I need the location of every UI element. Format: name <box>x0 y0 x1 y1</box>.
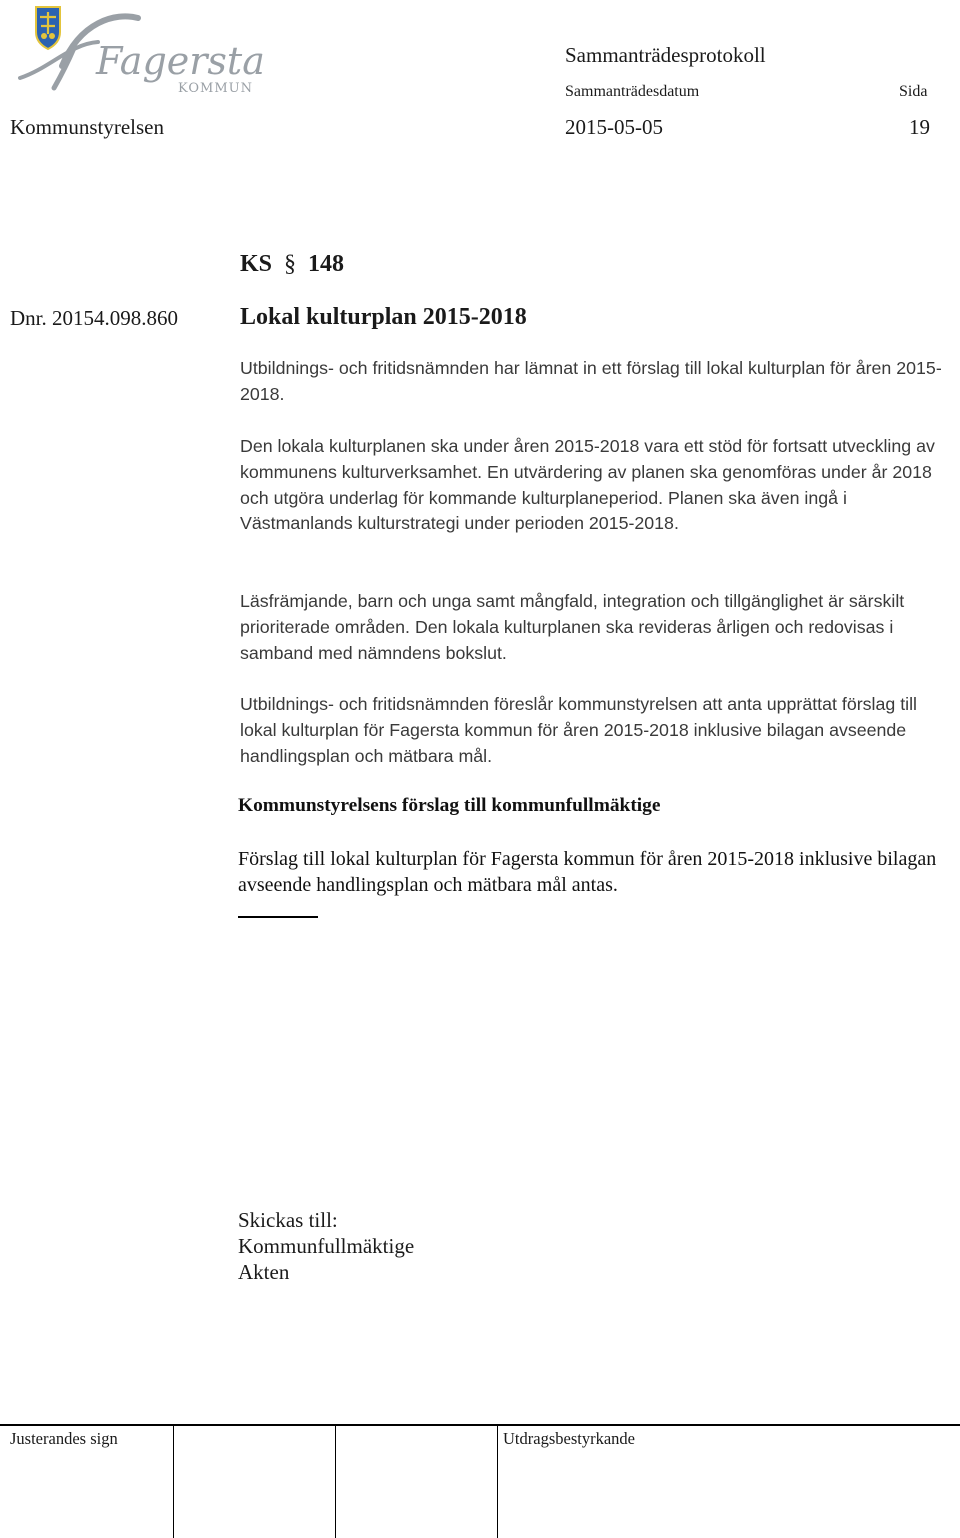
paragraph-3: Läsfrämjande, barn och unga samt mångfald, integration och tillgänglighet är särskilt prioriterade områden. Den lokala kulturplanen ska revideras årligen och redovisas i samband med nämndens bokslut. <box>240 591 905 663</box>
recipient: Kommunfullmäktige <box>238 1234 415 1258</box>
proposal-text: Förslag till lokal kulturplan för Fagersta kommun för åren 2015-2018 inklusive bilagan avseende handlingsplan och mätbara mål antas. <box>238 848 937 896</box>
send-to-label: Skickas till: <box>238 1208 338 1232</box>
diary-number: Dnr. 20154.098.860 <box>10 306 178 330</box>
paragraph-4: Utbildnings- och fritidsnämnden föreslår kommunstyrelsen att anta upprättat förslag till lokal kulturplan för Fagersta kommun för åren 2015-2018 inklusive bilagan avseende handlingsplan och mätbara mål. <box>240 694 917 766</box>
footer-cell-divider <box>497 1426 498 1538</box>
kommun-logo-sub: KOMMUN <box>178 81 253 96</box>
recipient: Akten <box>238 1260 290 1284</box>
proposal-heading: Kommunstyrelsens förslag till kommunfullmäktige <box>238 795 661 816</box>
meeting-date: 2015-05-05 <box>565 115 663 139</box>
meeting-date-label: Sammanträdesdatum <box>565 83 700 100</box>
coat-of-arms-icon <box>36 7 60 49</box>
separator-rule <box>238 916 318 918</box>
document-type: Sammanträdesprotokoll <box>565 43 766 67</box>
section-sign: § <box>284 251 297 277</box>
paragraph-2: Den lokala kulturplanen ska under åren 2015-2018 vara ett stöd för fortsatt utveckling av kommunens kulturverksamhet. En utvärdering av planen ska genomföras under år 2018 och utgöra underlag för kommande kulturplaneperiod. Planen ska även ingå i Västmanlands kulturstrategi under perioden 2015-2018. <box>240 436 935 534</box>
footer-cell-divider <box>335 1426 336 1538</box>
page-label: Sida <box>899 83 928 100</box>
case-paragraph-number <box>240 251 344 278</box>
case-title: Lokal kulturplan 2015-2018 <box>240 304 527 330</box>
page-number: 19 <box>909 115 930 139</box>
footer-cell-divider <box>173 1426 174 1538</box>
ks-label: KS <box>240 251 273 277</box>
board-name: Kommunstyrelsen <box>10 115 164 139</box>
paragraph-1: Utbildnings- och fritidsnämnden har lämnat in ett förslag till lokal kulturplan för åren 2015-2018. <box>240 358 942 404</box>
justerandes-sign-label: Justerandes sign <box>10 1429 118 1448</box>
fagersta-logo-name: Fagersta <box>96 39 265 83</box>
utdragsbestyrkande-label: Utdragsbestyrkande <box>503 1429 635 1448</box>
send-to-block <box>238 1207 414 1285</box>
case-number: 148 <box>308 251 345 277</box>
signature-footer <box>0 1424 960 1538</box>
fagersta-kommun-logo <box>10 4 265 96</box>
